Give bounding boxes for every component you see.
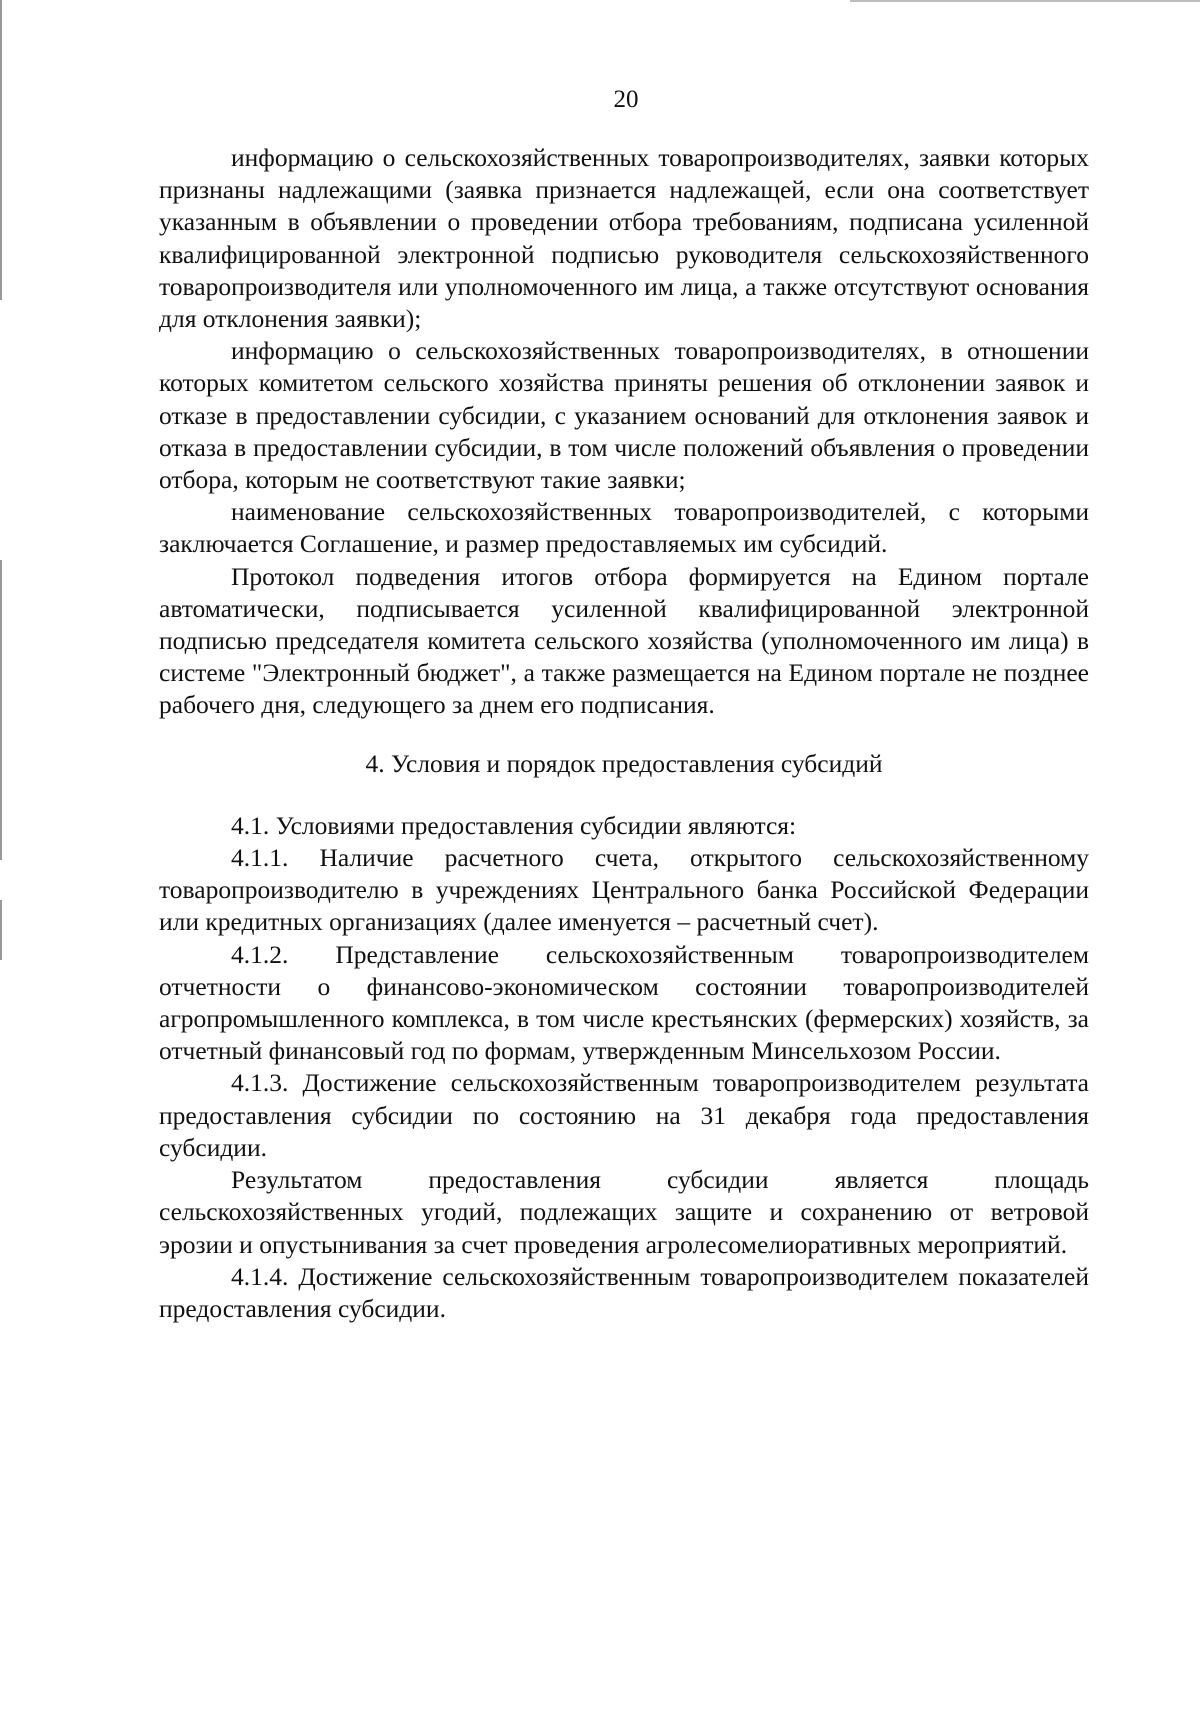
paragraph-agreement-recipients: наименование сельскохозяйственных товаропроизводителей, с которыми заключается Соглашение, и размер предоставляемых им субсидий. (159, 497, 1089, 559)
paragraph-info-proper-applicants: информацию о сельскохозяйственных товаропроизводителях, заявки которых признаны надлежащими (заявка признается надлежащей, если она соответствует указанным в объявлении о проведении отбора требованиям, подписана усиленной квалифицированной электронной подписью руководителя сельскохозяйственного товаропроизводителя или уполномоченного им лица, а также отсутствуют основания для отклонения заявки); (159, 143, 1089, 334)
clause-result-definition: Результатом предоставления субсидии является площадь сельскохозяйственных угодий, подлежащих защите и сохранению от ветровой эрозии и опустынивания за счет проведения агролесомелиоративных мероприятий. (159, 1165, 1089, 1259)
scan-edge-left (0, 0, 2, 300)
paragraph-selection-protocol: Протокол подведения итогов отбора формируется на Едином портале автоматически, подписывается усиленной квалифицированной электронной подписью председателя комитета сельского хозяйства (уполномоченного им лица) в системе "Электронный бюджет", а также размещается на Едином портале не позднее рабочего дня, следующего за днем его подписания. (159, 561, 1089, 720)
clause-4-1: 4.1. Условиями предоставления субсидии являются: (231, 810, 797, 840)
scan-edge-left (0, 900, 2, 960)
clause-4-1-2: 4.1.2. Представление сельскохозяйственным товаропроизводителем отчетности о финансово-экономическом состоянии товаропроизводителей агропромышленного комплекса, в том числе крестьянских (фермерских) хозяйств, за отчетный финансовый год по формам, утвержденным Минсельхозом России. (159, 939, 1089, 1066)
paragraph-info-rejected-applicants: информацию о сельскохозяйственных товаропроизводителях, в отношении которых комитетом сельского хозяйства приняты решения об отклонении заявок и отказе в предоставлении субсидии, с указанием оснований для отклонения заявок и отказа в предоставлении субсидии, в том числе положений объявления о проведении отбора, которым не соответствуют такие заявки; (159, 336, 1089, 495)
scan-edge-left (0, 560, 2, 860)
scan-edge-top (850, 0, 1200, 2)
section-heading: 4. Условия и порядок предоставления субсидий (365, 748, 883, 778)
document-body (159, 142, 1089, 1325)
page-number: 20 (613, 86, 639, 113)
clause-4-1-3: 4.1.3. Достижение сельскохозяйственным товаропроизводителем результата предоставления субсидии по состоянию на 31 декабря года предоставления субсидии. (159, 1068, 1089, 1162)
clause-4-1-4: 4.1.4. Достижение сельскохозяйственным товаропроизводителем показателей предоставления субсидии. (159, 1261, 1089, 1323)
clause-4-1-1: 4.1.1. Наличие расчетного счета, открытого сельскохозяйственному товаропроизводителю в учреждениях Центрального банка Российской Федерации или кредитных организациях (далее именуется – расчетный счет). (159, 843, 1089, 937)
